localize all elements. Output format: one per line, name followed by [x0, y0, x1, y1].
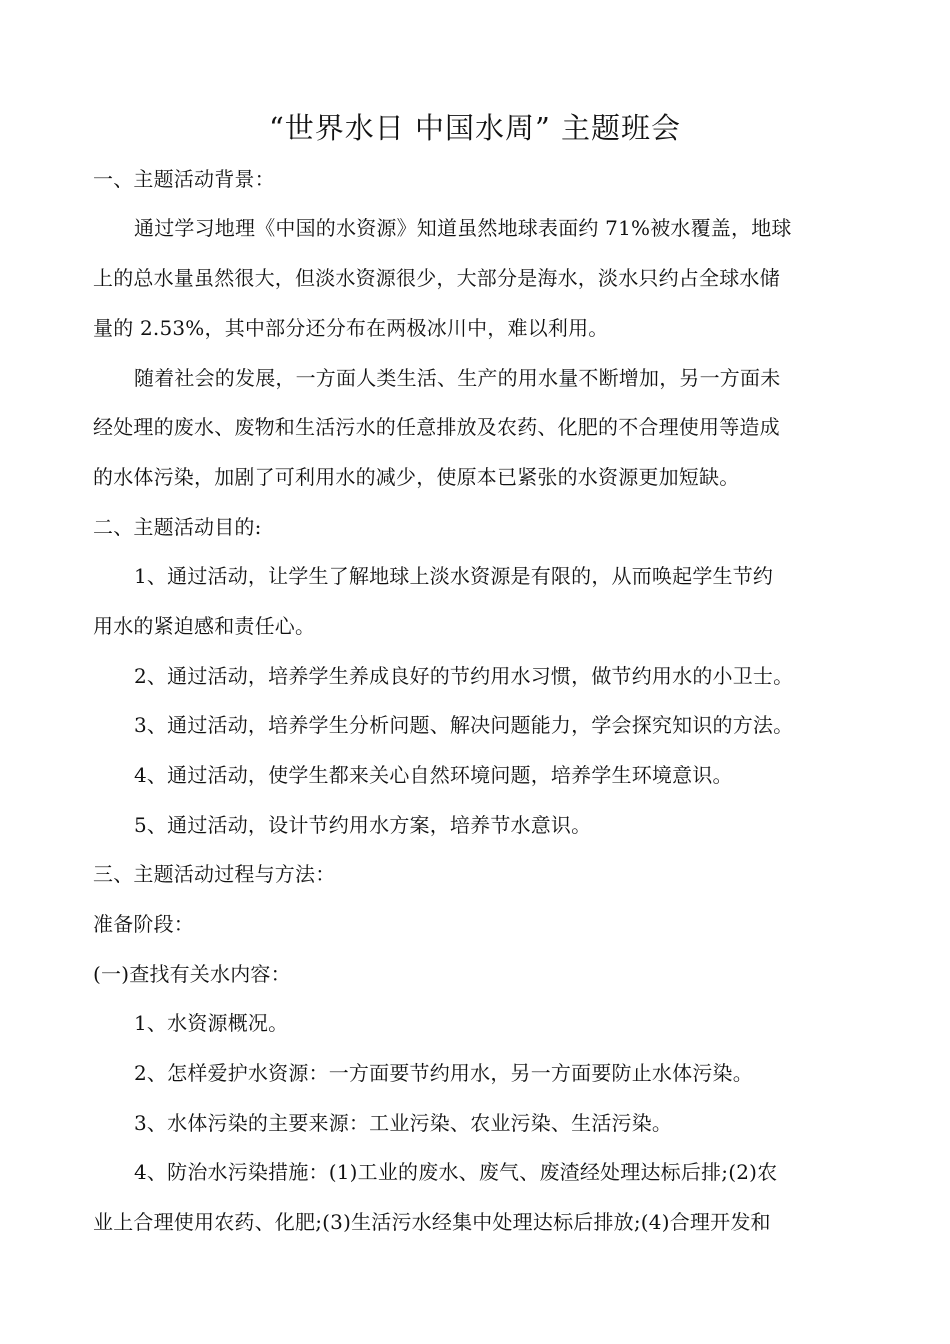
list-item-line: 1、水资源概况。	[134, 1011, 289, 1035]
section-heading-process: 三、主题活动过程与方法：	[93, 862, 336, 886]
paragraph-line: 的水体污染，加剧了可利用水的减少，使原本已紧张的水资源更加短缺。	[93, 465, 740, 489]
list-item-line: 4、通过活动，使学生都来关心自然环境问题，培养学生环境意识。	[134, 763, 733, 787]
paragraph-line: 通过学习地理《中国的水资源》知道虽然地球表面约 71%被水覆盖，地球	[134, 216, 792, 240]
list-item-line: 1、通过活动，让学生了解地球上淡水资源是有限的，从而唤起学生节约	[134, 564, 774, 588]
subheading-preparation: 准备阶段：	[93, 912, 194, 936]
section-heading-purpose: 二、主题活动目的:	[93, 515, 262, 539]
list-item-line: 2、通过活动，培养学生养成良好的节约用水习惯，做节约用水的小卫士。	[134, 664, 794, 688]
paragraph-line: 经处理的废水、废物和生活污水的任意排放及农药、化肥的不合理使用等造成	[93, 415, 780, 439]
list-item-line: 业上合理使用农药、化肥;(3)生活污水经集中处理达标后排放;(4)合理开发和	[93, 1210, 771, 1234]
list-item-line: 3、水体污染的主要来源：工业污染、农业污染、生活污染。	[134, 1111, 673, 1135]
paragraph-line: 量的 2.53%，其中部分还分布在两极冰川中，难以利用。	[93, 316, 609, 340]
document-title: “世界水日 中国水周” 主题班会	[268, 111, 682, 145]
list-item-line: 2、怎样爱护水资源：一方面要节约用水，另一方面要防止水体污染。	[134, 1061, 753, 1085]
list-item-line: 5、通过活动，设计节约用水方案，培养节水意识。	[134, 813, 592, 837]
section-heading-background: 一、主题活动背景：	[93, 167, 275, 191]
subheading-search: (一)查找有关水内容：	[93, 962, 291, 986]
list-item-line: 用水的紧迫感和责任心。	[93, 614, 316, 638]
paragraph-line: 随着社会的发展，一方面人类生活、生产的用水量不断增加，另一方面未	[134, 366, 781, 390]
list-item-line: 4、防治水污染措施：(1)工业的废水、废气、废渣经处理达标后排;(2)农	[134, 1160, 778, 1184]
list-item-line: 3、通过活动，培养学生分析问题、解决问题能力，学会探究知识的方法。	[134, 713, 794, 737]
paragraph-line: 上的总水量虽然很大，但淡水资源很少，大部分是海水，淡水只约占全球水储	[93, 266, 780, 290]
